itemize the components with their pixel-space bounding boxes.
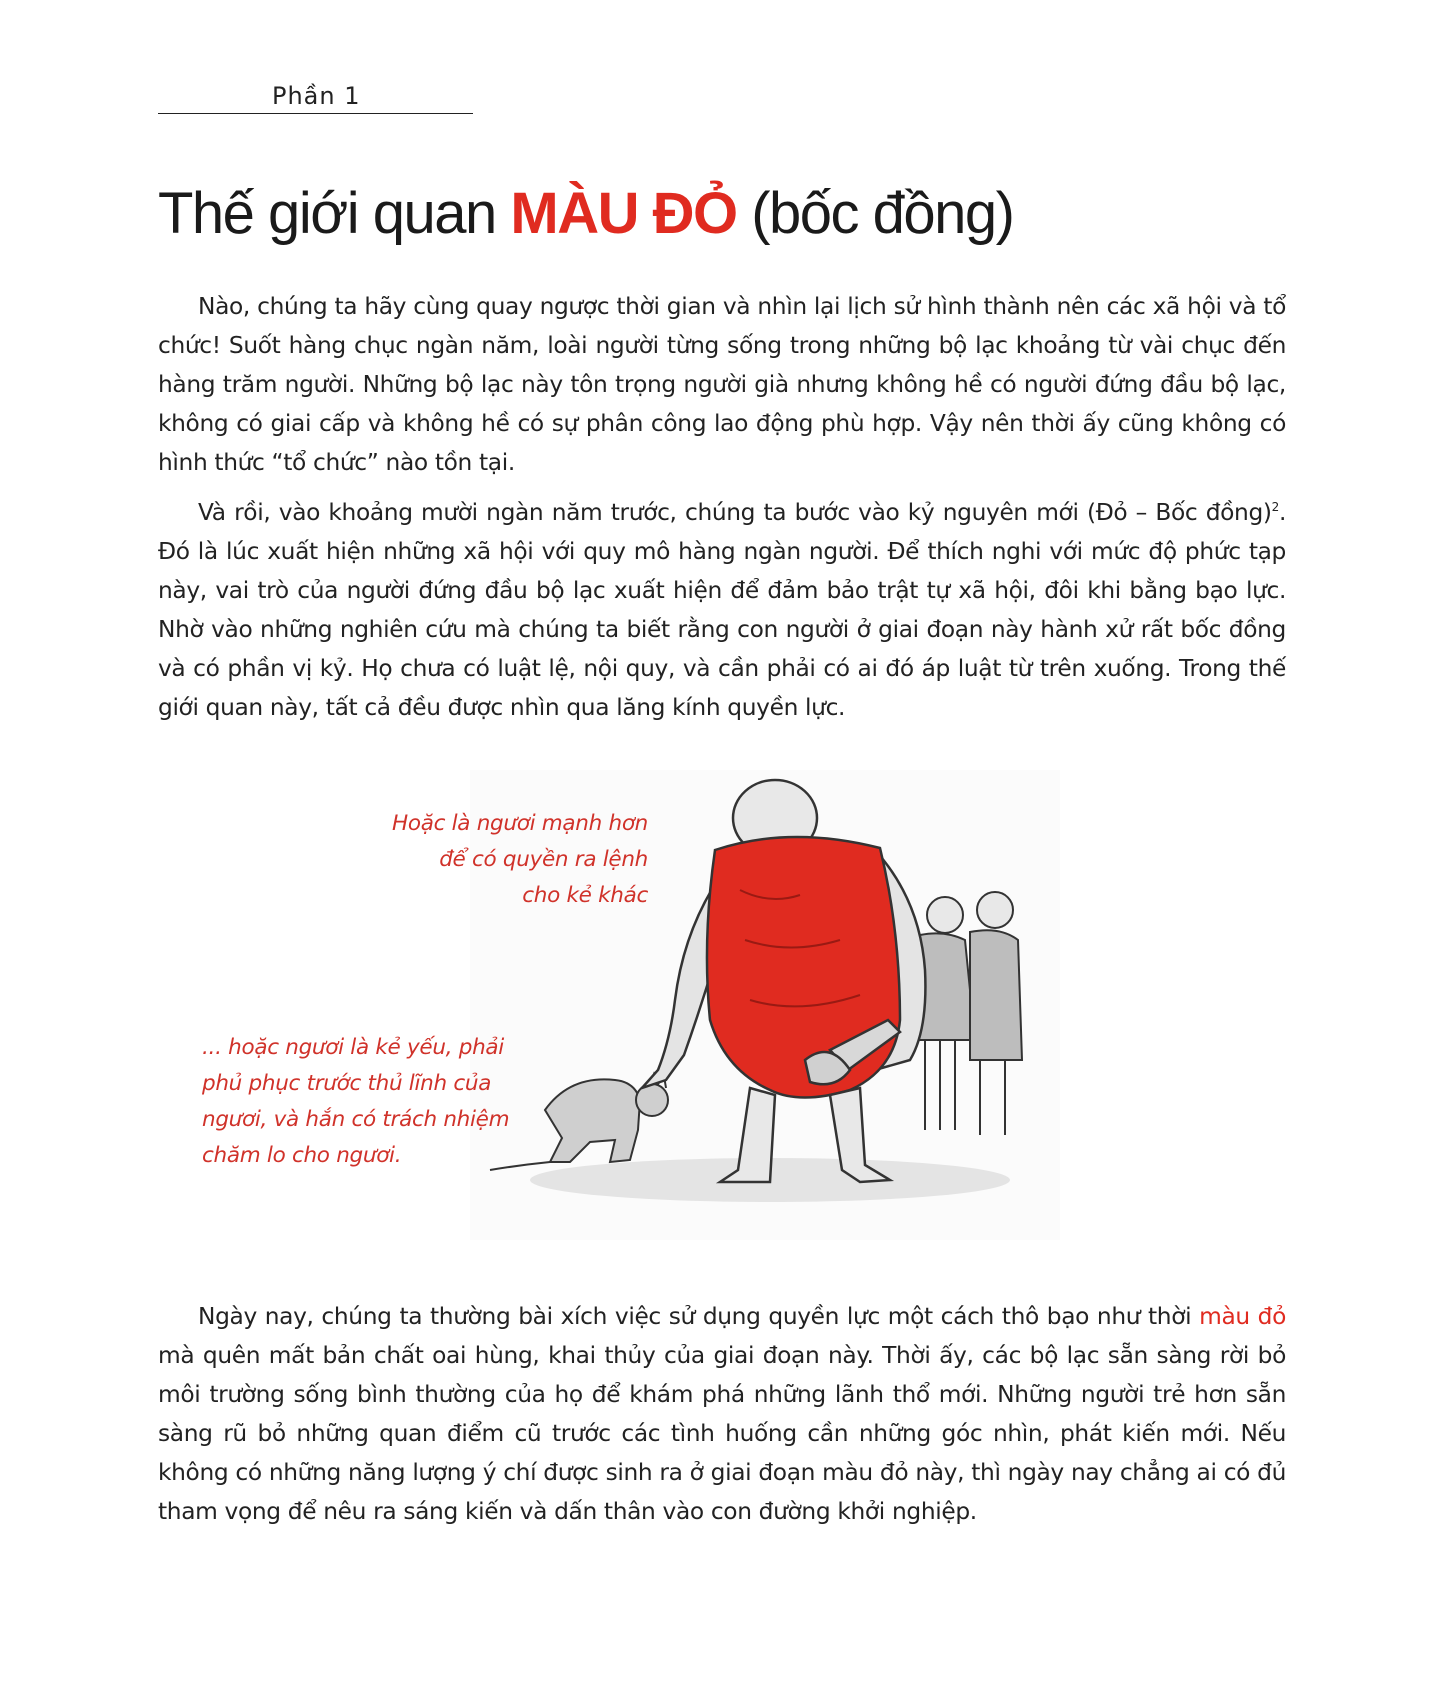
title-prefix: Thế giới quan	[158, 181, 511, 246]
section-rule	[158, 113, 473, 114]
paragraph-2	[158, 493, 1286, 727]
caption-line: chăm lo cho ngươi.	[202, 1143, 402, 1168]
page-title	[158, 180, 1013, 247]
title-accent: MÀU ĐỎ	[510, 181, 737, 246]
paragraph-1: Nào, chúng ta hãy cùng quay ngược thời gian và nhìn lại lịch sử hình thành nên các xã hội và tổ chức! Suốt hàng chục ngàn năm, loài người từng sống trong những bộ lạc khoảng từ vài chục đến hàng trăm người. Những bộ lạc này tôn trọng người già nhưng không hề có người đứng đầu bộ lạc, không có giai cấp và không hề có sự phân công lao động phù hợp. Vậy nên thời ấy cũng không có hình thức “tổ chức” nào tồn tại.	[158, 293, 1286, 476]
title-suffix: (bốc đồng)	[736, 181, 1014, 246]
caption-line: Hoặc là ngươi mạnh hơn	[391, 811, 648, 836]
paragraph-3-text-start: Ngày nay, chúng ta thường bài xích việc sử dụng quyền lực một cách thô bạo như thời	[198, 1303, 1200, 1330]
caption-weak	[202, 1030, 532, 1174]
caption-line: cho kẻ khác	[522, 883, 648, 908]
highlight-term: màu đỏ	[1199, 1303, 1286, 1330]
footnote-marker: 2	[1271, 500, 1279, 515]
caption-line: ngươi, và hắn có trách nhiệm	[202, 1107, 510, 1132]
paragraph-2-text-end: . Đó là lúc xuất hiện những xã hội với quy mô hàng ngàn người. Để thích nghi với mức độ phức tạp này, vai trò của người đứng đầu bộ lạc xuất hiện để đảm bảo trật tự xã hội, đôi khi bằng bạo lực. Nhờ vào những nghiên cứu mà chúng ta biết rằng con người ở giai đoạn này hành xử rất bốc đồng và có phần vị kỷ. Họ chưa có luật lệ, nội quy, và cần phải có ai đó áp luật từ trên xuống. Trong thế giới quan này, tất cả đều được nhìn qua lăng kính quyền lực.	[158, 499, 1286, 721]
section-label: Phần 1	[272, 82, 361, 110]
caption-strong	[300, 806, 648, 914]
caption-line: để có quyền ra lệnh	[439, 847, 648, 872]
paragraph-2-text-start: Và rồi, vào khoảng mười ngàn năm trước, chúng ta bước vào kỷ nguyên mới (Đỏ – Bốc đồng)	[198, 499, 1272, 526]
caption-line: ... hoặc ngươi là kẻ yếu, phải	[202, 1035, 504, 1060]
paragraph-3-text-end: mà quên mất bản chất oai hùng, khai thủy của giai đoạn này. Thời ấy, các bộ lạc sẵn sàng rời bỏ môi trường sống bình thường của họ để khám phá những lãnh thổ mới. Những người trẻ hơn sẵn sàng rũ bỏ những quan điểm cũ trước các tình huống cần những góc nhìn, phát kiến mới. Nếu không có những năng lượng ý chí được sinh ra ở giai đoạn màu đỏ này, thì ngày nay chẳng ai có đủ tham vọng để nêu ra sáng kiến và dấn thân vào con đường khởi nghiệp.	[158, 1342, 1286, 1525]
caption-line: phủ phục trước thủ lĩnh của	[202, 1071, 492, 1096]
paragraph-3	[158, 1297, 1286, 1531]
